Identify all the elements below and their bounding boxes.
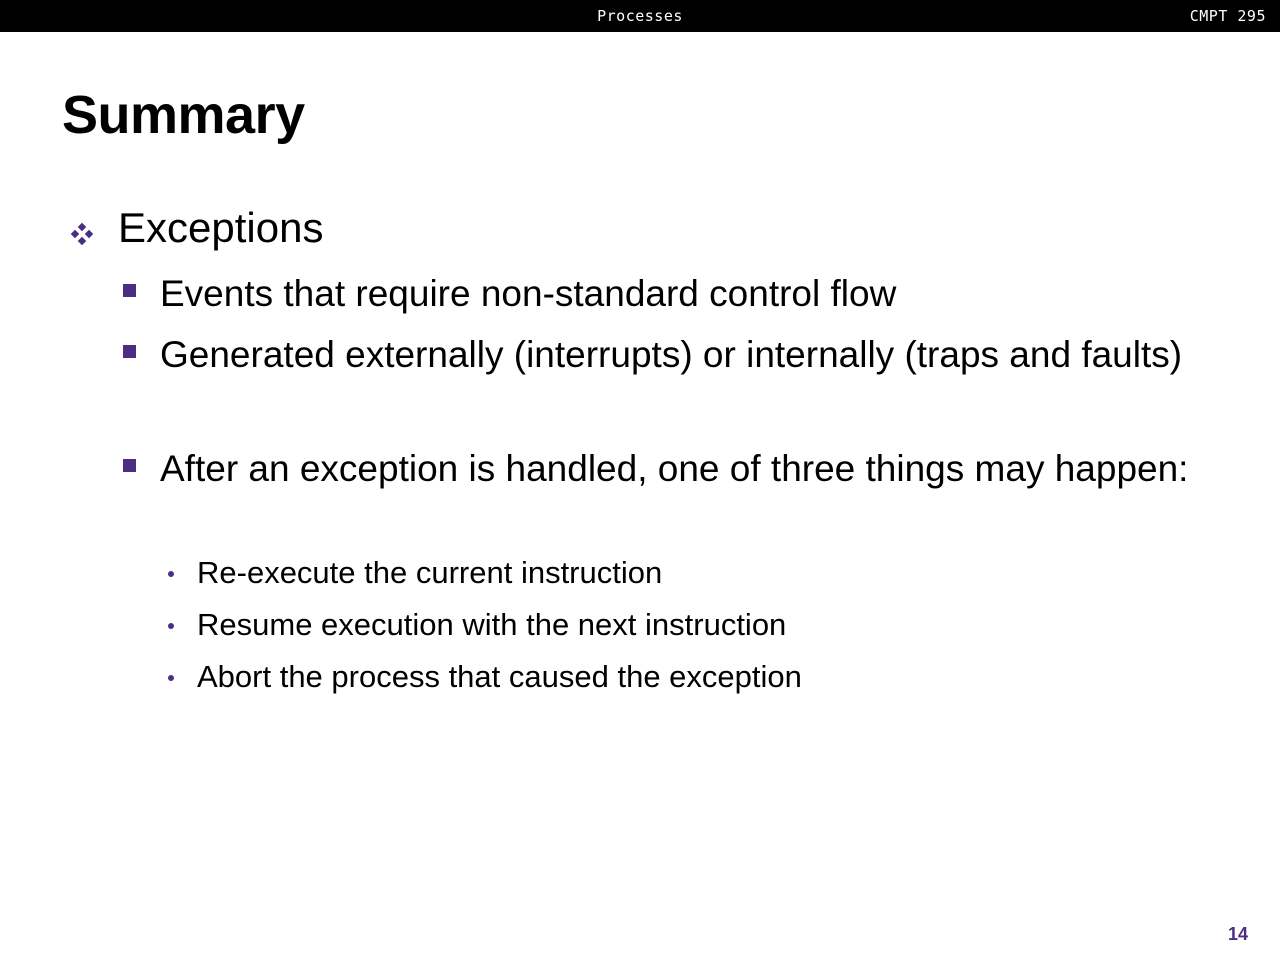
sub-bullet-generated: Generated externally (interrupts) or internally (traps and faults) [160,334,1183,375]
slide-title: Summary [62,85,305,145]
outcome-resume: Resume execution with the next instruction [197,607,787,642]
sub-bullet-after-exception: After an exception is handled, one of three things may happen: [160,448,1189,489]
header-topic: Processes [597,7,683,25]
dot-bullet-icon [168,623,174,629]
header-course: CMPT 295 [1189,7,1266,25]
dot-bullet-icon [168,675,174,681]
square-bullet-icon [123,284,136,297]
square-bullet-icon [123,345,136,358]
diamond-cluster-icon [70,222,94,246]
square-bullet-icon [123,459,136,472]
bullet-exceptions: Exceptions [118,204,324,251]
outcome-abort: Abort the process that caused the exception [197,659,802,694]
page-number: 14 [1227,924,1248,944]
sub-bullet-events: Events that require non-standard control flow [160,273,897,314]
outcome-reexecute: Re-execute the current instruction [197,555,663,590]
dot-bullet-icon [168,571,174,577]
